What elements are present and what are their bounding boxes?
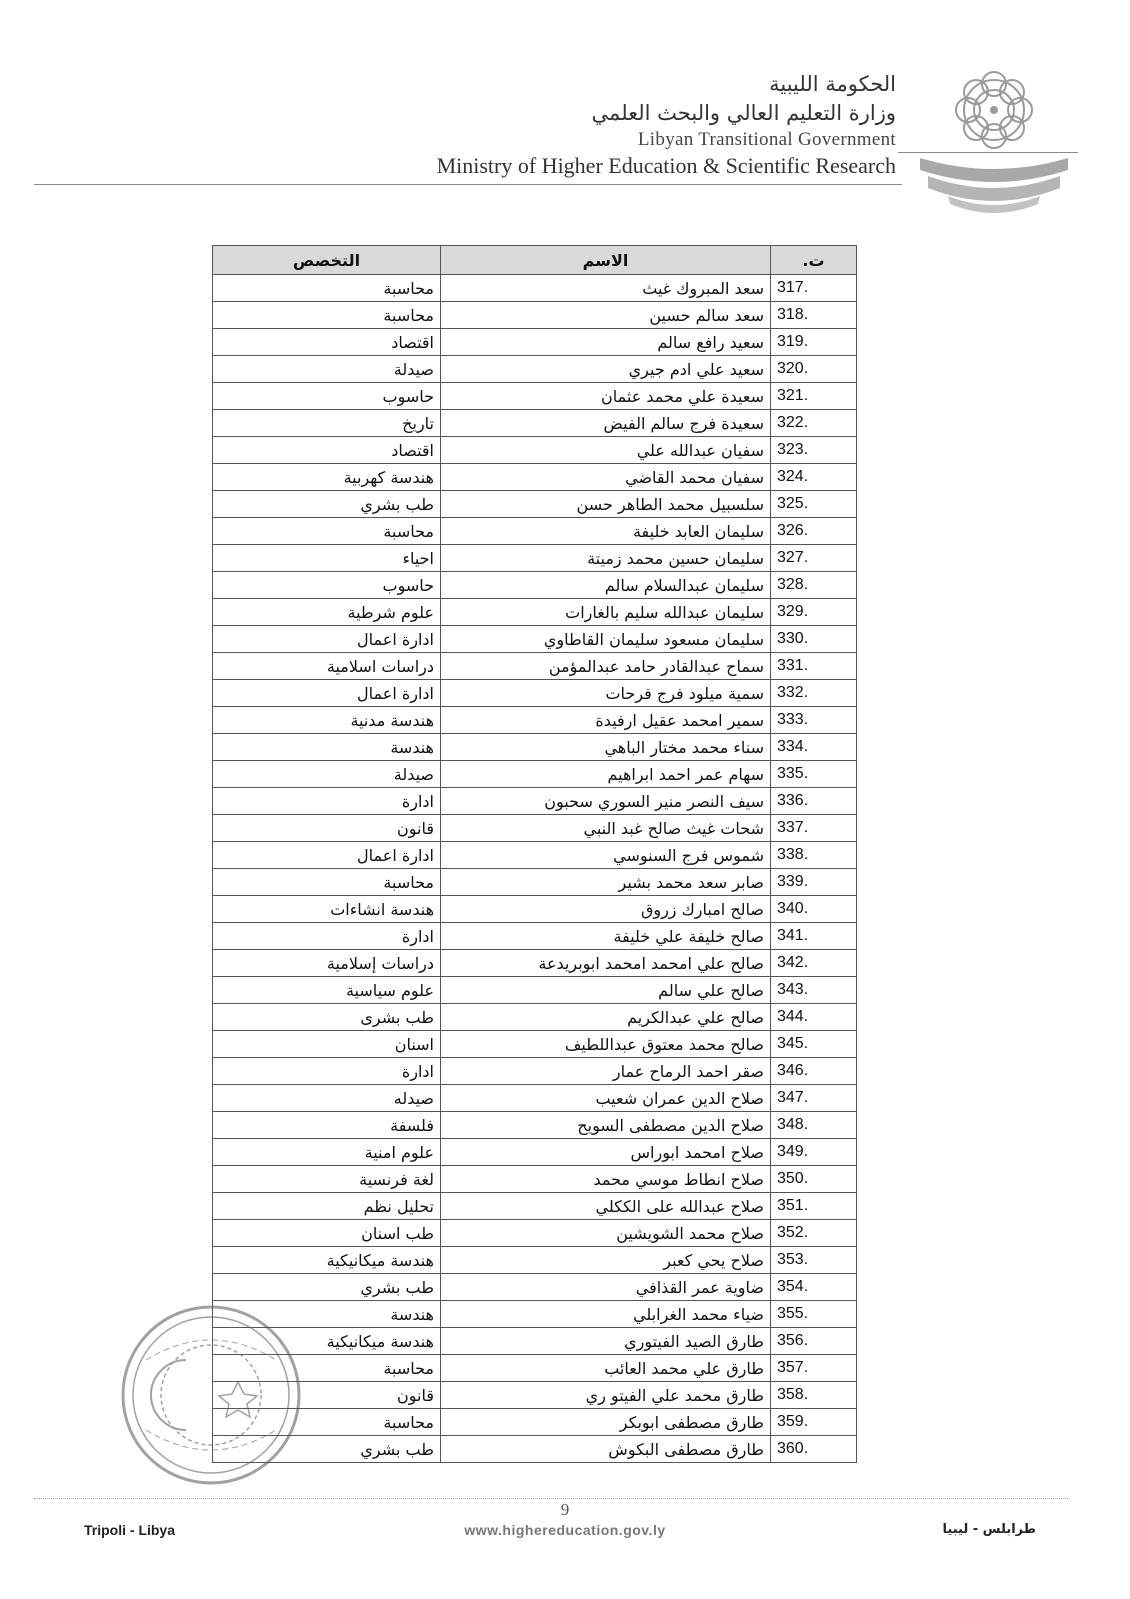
row-specialty: احياء: [213, 545, 441, 572]
column-header-specialty: التخصص: [213, 246, 441, 275]
table-row: [213, 464, 857, 491]
row-specialty: هندسة مدنية: [213, 707, 441, 734]
row-number: 317.: [771, 275, 857, 302]
row-number: 321.: [771, 383, 857, 410]
row-number: 345.: [771, 1031, 857, 1058]
row-number: 337.: [771, 815, 857, 842]
table-row: [213, 896, 857, 923]
row-number: 320.: [771, 356, 857, 383]
table-row: [213, 815, 857, 842]
row-specialty: هندسة: [213, 1301, 441, 1328]
row-number: 353.: [771, 1247, 857, 1274]
table-row: [213, 275, 857, 302]
row-specialty: دراسات اسلامية: [213, 653, 441, 680]
row-specialty: قانون: [213, 1382, 441, 1409]
page-number: 9: [560, 1500, 570, 1519]
row-specialty: طب بشري: [213, 1436, 441, 1463]
row-name: صالح امبارك زروق: [441, 896, 771, 923]
row-number: 355.: [771, 1301, 857, 1328]
official-seal-icon: [116, 1300, 306, 1490]
table-row: [213, 1355, 857, 1382]
row-specialty: طب بشري: [213, 491, 441, 518]
table-row: [213, 437, 857, 464]
row-name: سليمان عبدالسلام سالم: [441, 572, 771, 599]
table-row: [213, 1112, 857, 1139]
row-number: 354.: [771, 1274, 857, 1301]
table-row: [213, 1166, 857, 1193]
row-name: سناء محمد مختار الباهي: [441, 734, 771, 761]
row-specialty: هندسة كهربية: [213, 464, 441, 491]
header-divider: [34, 184, 902, 185]
row-number: 346.: [771, 1058, 857, 1085]
row-name: سعد المبروك غيث: [441, 275, 771, 302]
row-name: طارق مصطفى ابوبكر: [441, 1409, 771, 1436]
row-specialty: محاسبة: [213, 1409, 441, 1436]
column-header-number: ت.: [771, 246, 857, 275]
ministry-logo-icon: [918, 62, 1070, 222]
row-number: 342.: [771, 950, 857, 977]
row-specialty: ادارة اعمال: [213, 842, 441, 869]
footer-divider: [34, 1498, 1068, 1499]
row-specialty: طب اسنان: [213, 1220, 441, 1247]
table-row: [213, 599, 857, 626]
row-name: صالح علي سالم: [441, 977, 771, 1004]
table-row: [213, 1328, 857, 1355]
row-specialty: علوم امنية: [213, 1139, 441, 1166]
row-name: سليمان حسين محمد زميتة: [441, 545, 771, 572]
table-row: [213, 1436, 857, 1463]
table-row: [213, 356, 857, 383]
row-number: 349.: [771, 1139, 857, 1166]
column-header-name: الاسم: [441, 246, 771, 275]
row-specialty: محاسبة: [213, 275, 441, 302]
row-specialty: محاسبة: [213, 518, 441, 545]
row-specialty: محاسبة: [213, 869, 441, 896]
row-name: سعيدة فرج سالم الفيض: [441, 410, 771, 437]
government-name-en: Libyan Transitional Government: [637, 129, 896, 150]
table-header-row: [213, 246, 857, 275]
letterhead-text: [437, 70, 896, 180]
header-divider-short: [898, 152, 1078, 153]
row-number: 329.: [771, 599, 857, 626]
table-row: [213, 1031, 857, 1058]
row-number: 319.: [771, 329, 857, 356]
row-number: 326.: [771, 518, 857, 545]
row-number: 348.: [771, 1112, 857, 1139]
row-number: 341.: [771, 923, 857, 950]
table-row: [213, 788, 857, 815]
table-row: [213, 383, 857, 410]
row-name: سعيد رافع سالم: [441, 329, 771, 356]
row-name: صلاح امحمد ابوراس: [441, 1139, 771, 1166]
table-row: [213, 1247, 857, 1274]
row-specialty: ادارة اعمال: [213, 626, 441, 653]
row-name: سماح عبدالقادر حامد عبدالمؤمن: [441, 653, 771, 680]
table-row: [213, 1301, 857, 1328]
row-number: 339.: [771, 869, 857, 896]
row-name: شموس فرج السنوسي: [441, 842, 771, 869]
government-name-ar: الحكومة الليبية: [769, 72, 896, 96]
row-number: 335.: [771, 761, 857, 788]
table-body: [213, 275, 857, 1463]
row-specialty: فلسفة: [213, 1112, 441, 1139]
row-specialty: ادارة اعمال: [213, 680, 441, 707]
row-number: 340.: [771, 896, 857, 923]
row-name: سليمان عبدالله سليم بالغارات: [441, 599, 771, 626]
row-specialty: تحليل نظم: [213, 1193, 441, 1220]
row-name: ضاوية عمر القذافي: [441, 1274, 771, 1301]
row-number: 351.: [771, 1193, 857, 1220]
row-name: سليمان العابد خليفة: [441, 518, 771, 545]
table-row: [213, 410, 857, 437]
table-row: [213, 329, 857, 356]
table-row: [213, 680, 857, 707]
ministry-name-ar: وزارة التعليم العالي والبحث العلمي: [591, 101, 896, 125]
row-number: 325.: [771, 491, 857, 518]
row-number: 327.: [771, 545, 857, 572]
table-row: [213, 1382, 857, 1409]
row-name: طارق مصطفى البكوش: [441, 1436, 771, 1463]
row-name: سعد سالم حسين: [441, 302, 771, 329]
row-number: 336.: [771, 788, 857, 815]
row-number: 338.: [771, 842, 857, 869]
footer-website: www.highereducation.gov.ly: [464, 1522, 666, 1538]
row-number: 332.: [771, 680, 857, 707]
row-specialty: محاسبة: [213, 302, 441, 329]
row-name: ضياء محمد الغرابلي: [441, 1301, 771, 1328]
row-number: 328.: [771, 572, 857, 599]
table-row: [213, 1058, 857, 1085]
table-row: [213, 518, 857, 545]
table-row: [213, 842, 857, 869]
row-specialty: اقتصاد: [213, 437, 441, 464]
row-specialty: هندسة: [213, 734, 441, 761]
row-specialty: دراسات إسلامية: [213, 950, 441, 977]
row-name: سفيان محمد القاضي: [441, 464, 771, 491]
row-number: 359.: [771, 1409, 857, 1436]
table-row: [213, 1193, 857, 1220]
row-number: 358.: [771, 1382, 857, 1409]
row-specialty: طب بشري: [213, 1274, 441, 1301]
row-number: 347.: [771, 1085, 857, 1112]
row-specialty: اسنان: [213, 1031, 441, 1058]
row-name: صلاح عبدالله على الككلي: [441, 1193, 771, 1220]
row-name: طارق محمد علي الفيتو ري: [441, 1382, 771, 1409]
row-name: صلاح الدين عمران شعيب: [441, 1085, 771, 1112]
footer-city-ar: طرابلس - ليبيا: [942, 1522, 1036, 1537]
row-number: 350.: [771, 1166, 857, 1193]
row-name: صقر احمد الرماح عمار: [441, 1058, 771, 1085]
roster-table-container: [212, 245, 856, 1463]
row-specialty: هندسة انشاءات: [213, 896, 441, 923]
table-row: [213, 653, 857, 680]
row-number: 334.: [771, 734, 857, 761]
row-specialty: صيدلة: [213, 761, 441, 788]
row-name: صالح محمد معتوق عبداللطيف: [441, 1031, 771, 1058]
letterhead: [0, 0, 1130, 230]
row-name: سلسبيل محمد الطاهر حسن: [441, 491, 771, 518]
row-specialty: صيدلة: [213, 356, 441, 383]
row-name: صابر سعد محمد بشير: [441, 869, 771, 896]
row-name: صالح خليفة علي خليفة: [441, 923, 771, 950]
row-number: 344.: [771, 1004, 857, 1031]
table-row: [213, 626, 857, 653]
row-name: سعيد علي ادم جيري: [441, 356, 771, 383]
row-specialty: حاسوب: [213, 572, 441, 599]
row-name: صالح علي امحمد امحمد ابوبريدعة: [441, 950, 771, 977]
row-specialty: ادارة: [213, 788, 441, 815]
table-row: [213, 923, 857, 950]
row-name: صلاح انطاط موسي محمد: [441, 1166, 771, 1193]
row-specialty: لغة فرنسية: [213, 1166, 441, 1193]
row-name: طارق علي محمد العائب: [441, 1355, 771, 1382]
table-row: [213, 1274, 857, 1301]
row-name: صالح علي عبدالكريم: [441, 1004, 771, 1031]
row-name: طارق الصيد الفيتوري: [441, 1328, 771, 1355]
row-name: سمير امحمد عقيل ارفيدة: [441, 707, 771, 734]
row-specialty: ادارة: [213, 1058, 441, 1085]
row-specialty: قانون: [213, 815, 441, 842]
row-number: 356.: [771, 1328, 857, 1355]
table-row: [213, 1409, 857, 1436]
row-number: 322.: [771, 410, 857, 437]
row-number: 323.: [771, 437, 857, 464]
table-row: [213, 545, 857, 572]
ministry-name-en: Ministry of Higher Education & Scientific Research: [436, 153, 896, 178]
table-row: [213, 869, 857, 896]
row-specialty: حاسوب: [213, 383, 441, 410]
row-number: 333.: [771, 707, 857, 734]
row-number: 360.: [771, 1436, 857, 1463]
row-specialty: علوم شرطية: [213, 599, 441, 626]
row-number: 318.: [771, 302, 857, 329]
table-row: [213, 734, 857, 761]
table-row: [213, 1139, 857, 1166]
table-row: [213, 950, 857, 977]
row-name: صلاح محمد الشويشين: [441, 1220, 771, 1247]
row-specialty: اقتصاد: [213, 329, 441, 356]
row-number: 343.: [771, 977, 857, 1004]
row-number: 330.: [771, 626, 857, 653]
row-name: سمية ميلود فرج فرحات: [441, 680, 771, 707]
row-specialty: محاسبة: [213, 1355, 441, 1382]
row-name: شحات غيث صالح غبد النبي: [441, 815, 771, 842]
row-specialty: تاريخ: [213, 410, 441, 437]
row-name: سعيدة علي محمد عثمان: [441, 383, 771, 410]
row-specialty: ادارة: [213, 923, 441, 950]
row-specialty: صيدله: [213, 1085, 441, 1112]
table-row: [213, 1085, 857, 1112]
table-row: [213, 1004, 857, 1031]
row-specialty: طب بشرى: [213, 1004, 441, 1031]
row-name: سهام عمر احمد ابراهيم: [441, 761, 771, 788]
row-name: سيف النصر منير السوري سحبون: [441, 788, 771, 815]
row-number: 352.: [771, 1220, 857, 1247]
row-specialty: هندسة ميكانيكية: [213, 1328, 441, 1355]
row-name: صلاح الدين مصطفى السويح: [441, 1112, 771, 1139]
row-specialty: علوم سياسية: [213, 977, 441, 1004]
roster-table: [212, 245, 857, 1463]
row-number: 324.: [771, 464, 857, 491]
footer-city-en: Tripoli - Libya: [84, 1522, 176, 1538]
table-row: [213, 572, 857, 599]
table-row: [213, 707, 857, 734]
row-number: 331.: [771, 653, 857, 680]
table-row: [213, 302, 857, 329]
row-name: صلاح يحي كعبر: [441, 1247, 771, 1274]
table-row: [213, 761, 857, 788]
row-specialty: هندسة ميكانيكية: [213, 1247, 441, 1274]
row-name: سليمان مسعود سليمان القاطاوي: [441, 626, 771, 653]
table-row: [213, 977, 857, 1004]
table-row: [213, 491, 857, 518]
row-number: 357.: [771, 1355, 857, 1382]
table-row: [213, 1220, 857, 1247]
row-name: سفيان عبدالله علي: [441, 437, 771, 464]
